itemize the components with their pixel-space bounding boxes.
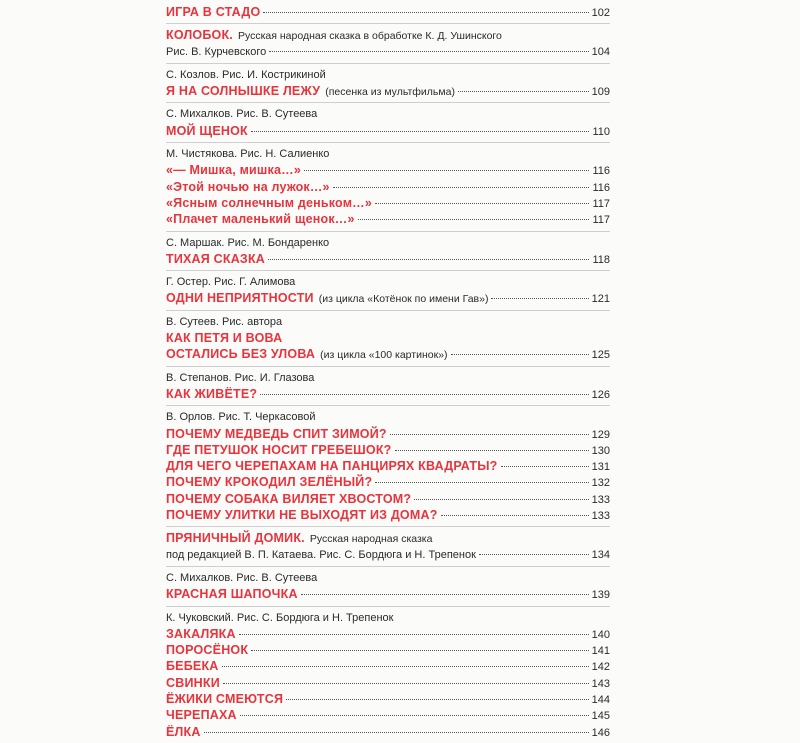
page-number: 146	[591, 726, 610, 739]
story-title: ОДНИ НЕПРИЯТНОСТИ	[166, 291, 314, 306]
story-title: Я НА СОЛНЫШКЕ ЛЕЖУ	[166, 84, 321, 99]
page-number: 139	[591, 589, 610, 602]
toc-line	[166, 346, 610, 362]
page-number: 130	[591, 444, 610, 457]
dot-leader	[301, 594, 589, 595]
toc-line	[166, 274, 610, 290]
story-title: ЁЖИКИ СМЕЮТСЯ	[166, 691, 284, 706]
toc-line	[166, 314, 610, 330]
page-number: 143	[591, 677, 610, 690]
dot-leader	[251, 131, 589, 132]
dot-leader	[223, 683, 589, 684]
story-title: ПОЧЕМУ СОБАКА ВИЛЯЕТ ХВОСТОМ?	[166, 491, 412, 506]
story-title: «— Мишка, мишка…»	[166, 163, 302, 178]
story-subtitle: Русская народная сказка	[309, 533, 433, 546]
author-credit: В. Орлов. Рис. Т. Черкасовой	[166, 411, 316, 424]
story-title: ГДЕ ПЕТУШОК НОСИТ ГРЕБЕШОК?	[166, 442, 392, 457]
dot-leader	[304, 170, 589, 171]
toc-entry	[166, 235, 610, 272]
dot-leader	[222, 666, 589, 667]
author-credit: В. Сутеев. Рис. автора	[166, 315, 283, 328]
toc-line	[166, 530, 610, 546]
toc-entry	[166, 314, 610, 367]
toc-entry	[166, 370, 610, 407]
story-title: ОСТАЛИСЬ БЕЗ УЛОВА	[166, 347, 316, 362]
toc-line	[166, 235, 610, 251]
page-number: 117	[592, 214, 610, 227]
page-number: 141	[591, 645, 610, 658]
story-subtitle: Русская народная сказка в обработке К. Д. Ушинского	[237, 30, 502, 43]
toc-line	[166, 675, 610, 691]
toc-line	[166, 426, 610, 442]
dot-leader	[260, 394, 588, 395]
toc-line	[166, 691, 610, 707]
page-number: 102	[591, 7, 610, 19]
toc-line	[166, 724, 610, 740]
story-title: ПОРОСЁНОК	[166, 643, 249, 658]
story-title: КАК ПЕТЯ И ВОВА	[166, 331, 283, 346]
dot-leader	[390, 434, 589, 435]
dot-leader	[414, 499, 588, 500]
toc-entry	[166, 67, 610, 104]
page-number: 118	[592, 253, 610, 266]
toc-line	[166, 330, 610, 346]
author-credit: под редакцией В. П. Катаева. Рис. С. Бордюга и Н. Трепенок	[166, 548, 476, 561]
toc-line	[166, 626, 610, 642]
toc-entry	[166, 570, 610, 607]
page-number: 140	[591, 628, 610, 641]
story-subtitle: (песенка из мультфильма)	[325, 86, 455, 99]
author-credit: С. Козлов. Рис. И. Кострикиной	[166, 68, 326, 81]
page-number: 121	[591, 293, 610, 306]
toc-line	[166, 162, 610, 178]
page-number: 144	[591, 693, 610, 706]
toc-line	[166, 290, 610, 306]
dot-leader	[479, 554, 589, 555]
author-credit: М. Чистякова. Рис. Н. Салиенко	[166, 148, 330, 161]
toc-entry	[166, 409, 610, 527]
toc-line	[166, 386, 610, 402]
page-number: 109	[591, 86, 610, 99]
dot-leader	[358, 219, 589, 220]
toc-entry	[166, 530, 610, 567]
toc-line	[166, 195, 610, 211]
author-credit: Рис. В. Курчевского	[166, 45, 267, 58]
story-title: «Ясным солнечным деньком…»	[166, 195, 373, 210]
dot-leader	[375, 203, 589, 204]
dot-leader	[333, 187, 589, 188]
dot-leader	[451, 354, 589, 355]
toc-line	[166, 83, 610, 99]
story-title: БЕБЕКА	[166, 659, 219, 674]
toc-line	[166, 474, 610, 490]
story-title: КОЛОБОК.	[166, 28, 233, 43]
dot-leader	[251, 650, 588, 651]
dot-leader	[441, 515, 589, 516]
toc-line	[166, 547, 610, 563]
story-title: ТИХАЯ СКАЗКА	[166, 251, 266, 266]
page-number: 142	[591, 661, 610, 674]
dot-leader	[286, 699, 588, 700]
dot-leader	[204, 732, 589, 733]
story-title: ПОЧЕМУ МЕДВЕДЬ СПИТ ЗИМОЙ?	[166, 426, 387, 441]
page-number: 133	[591, 493, 610, 506]
story-title: ЗАКАЛЯКА	[166, 626, 236, 641]
page-number: 126	[591, 388, 610, 401]
toc-line	[166, 458, 610, 474]
author-credit: Г. Остер. Рис. Г. Алимова	[166, 276, 296, 289]
dot-leader	[268, 259, 589, 260]
toc-line	[166, 123, 610, 139]
page-number: 132	[591, 477, 610, 490]
story-title: ПОЧЕМУ УЛИТКИ НЕ ВЫХОДЯТ ИЗ ДОМА?	[166, 508, 438, 523]
toc-line	[166, 67, 610, 83]
dot-leader	[491, 298, 588, 299]
toc-line	[166, 211, 610, 227]
toc-line	[166, 658, 610, 674]
author-credit: С. Михалков. Рис. В. Сутеева	[166, 571, 318, 584]
story-title: КАК ЖИВЁТЕ?	[166, 386, 258, 401]
story-title: «Этой ночью на лужок…»	[166, 179, 330, 194]
dot-leader	[395, 450, 589, 451]
toc-line	[166, 507, 610, 523]
story-title: ЁЛКА	[166, 724, 201, 739]
page-number: 129	[591, 428, 610, 441]
table-of-contents	[166, 4, 610, 743]
toc-entry	[166, 27, 610, 64]
toc-entry	[166, 274, 610, 311]
toc-line	[166, 570, 610, 586]
toc-line	[166, 491, 610, 507]
toc-line	[166, 442, 610, 458]
page-number: 125	[591, 349, 610, 362]
page-number: 116	[592, 165, 610, 178]
toc-line	[166, 4, 610, 20]
toc-line	[166, 251, 610, 267]
author-credit: С. Михалков. Рис. В. Сутеева	[166, 108, 318, 121]
toc-line	[166, 409, 610, 425]
story-title: ДЛЯ ЧЕГО ЧЕРЕПАХАМ НА ПАНЦИРЯХ КВАДРАТЫ?	[166, 459, 498, 474]
toc-line	[166, 642, 610, 658]
page-number: 134	[591, 548, 610, 561]
dot-leader	[263, 12, 588, 13]
story-title: МОЙ ЩЕНОК	[166, 123, 248, 138]
author-credit: В. Степанов. Рис. И. Глазова	[166, 371, 315, 384]
story-subtitle: (из цикла «Котёнок по имени Гав»)	[318, 293, 489, 306]
dot-leader	[240, 715, 589, 716]
page-number: 131	[591, 461, 610, 474]
toc-line	[166, 370, 610, 386]
toc-entry	[166, 146, 610, 231]
toc-line	[166, 610, 610, 626]
dot-leader	[501, 466, 589, 467]
toc-line	[166, 27, 610, 43]
story-title: «Плачет маленький щенок…»	[166, 212, 355, 227]
story-title: ПРЯНИЧНЫЙ ДОМИК.	[166, 531, 305, 546]
page-number: 116	[592, 181, 610, 194]
dot-leader	[458, 91, 589, 92]
toc-entry	[166, 106, 610, 143]
page-number: 104	[591, 45, 610, 58]
story-title: КРАСНАЯ ШАПОЧКА	[166, 587, 298, 602]
story-title: ПОЧЕМУ КРОКОДИЛ ЗЕЛЁНЫЙ?	[166, 475, 373, 490]
story-title: ЧЕРЕПАХА	[166, 708, 237, 723]
story-title: ИГРА В СТАДО	[166, 5, 261, 19]
toc-line	[166, 586, 610, 602]
toc-entry	[166, 610, 610, 743]
story-subtitle: (из цикла «100 картинок»)	[320, 349, 448, 362]
author-credit: К. Чуковский. Рис. С. Бордюга и Н. Трепенок	[166, 611, 394, 624]
toc-line	[166, 707, 610, 723]
author-credit: С. Маршак. Рис. М. Бондаренко	[166, 236, 330, 249]
page-number: 117	[592, 197, 610, 210]
page-number: 145	[591, 710, 610, 723]
page-number: 110	[592, 125, 610, 138]
toc-entry	[166, 4, 610, 24]
dot-leader	[269, 51, 588, 52]
toc-line	[166, 179, 610, 195]
page-number: 133	[591, 510, 610, 523]
story-title: СВИНКИ	[166, 675, 220, 690]
toc-line	[166, 44, 610, 60]
dot-leader	[375, 482, 588, 483]
toc-line	[166, 146, 610, 162]
dot-leader	[239, 634, 589, 635]
toc-line	[166, 106, 610, 122]
